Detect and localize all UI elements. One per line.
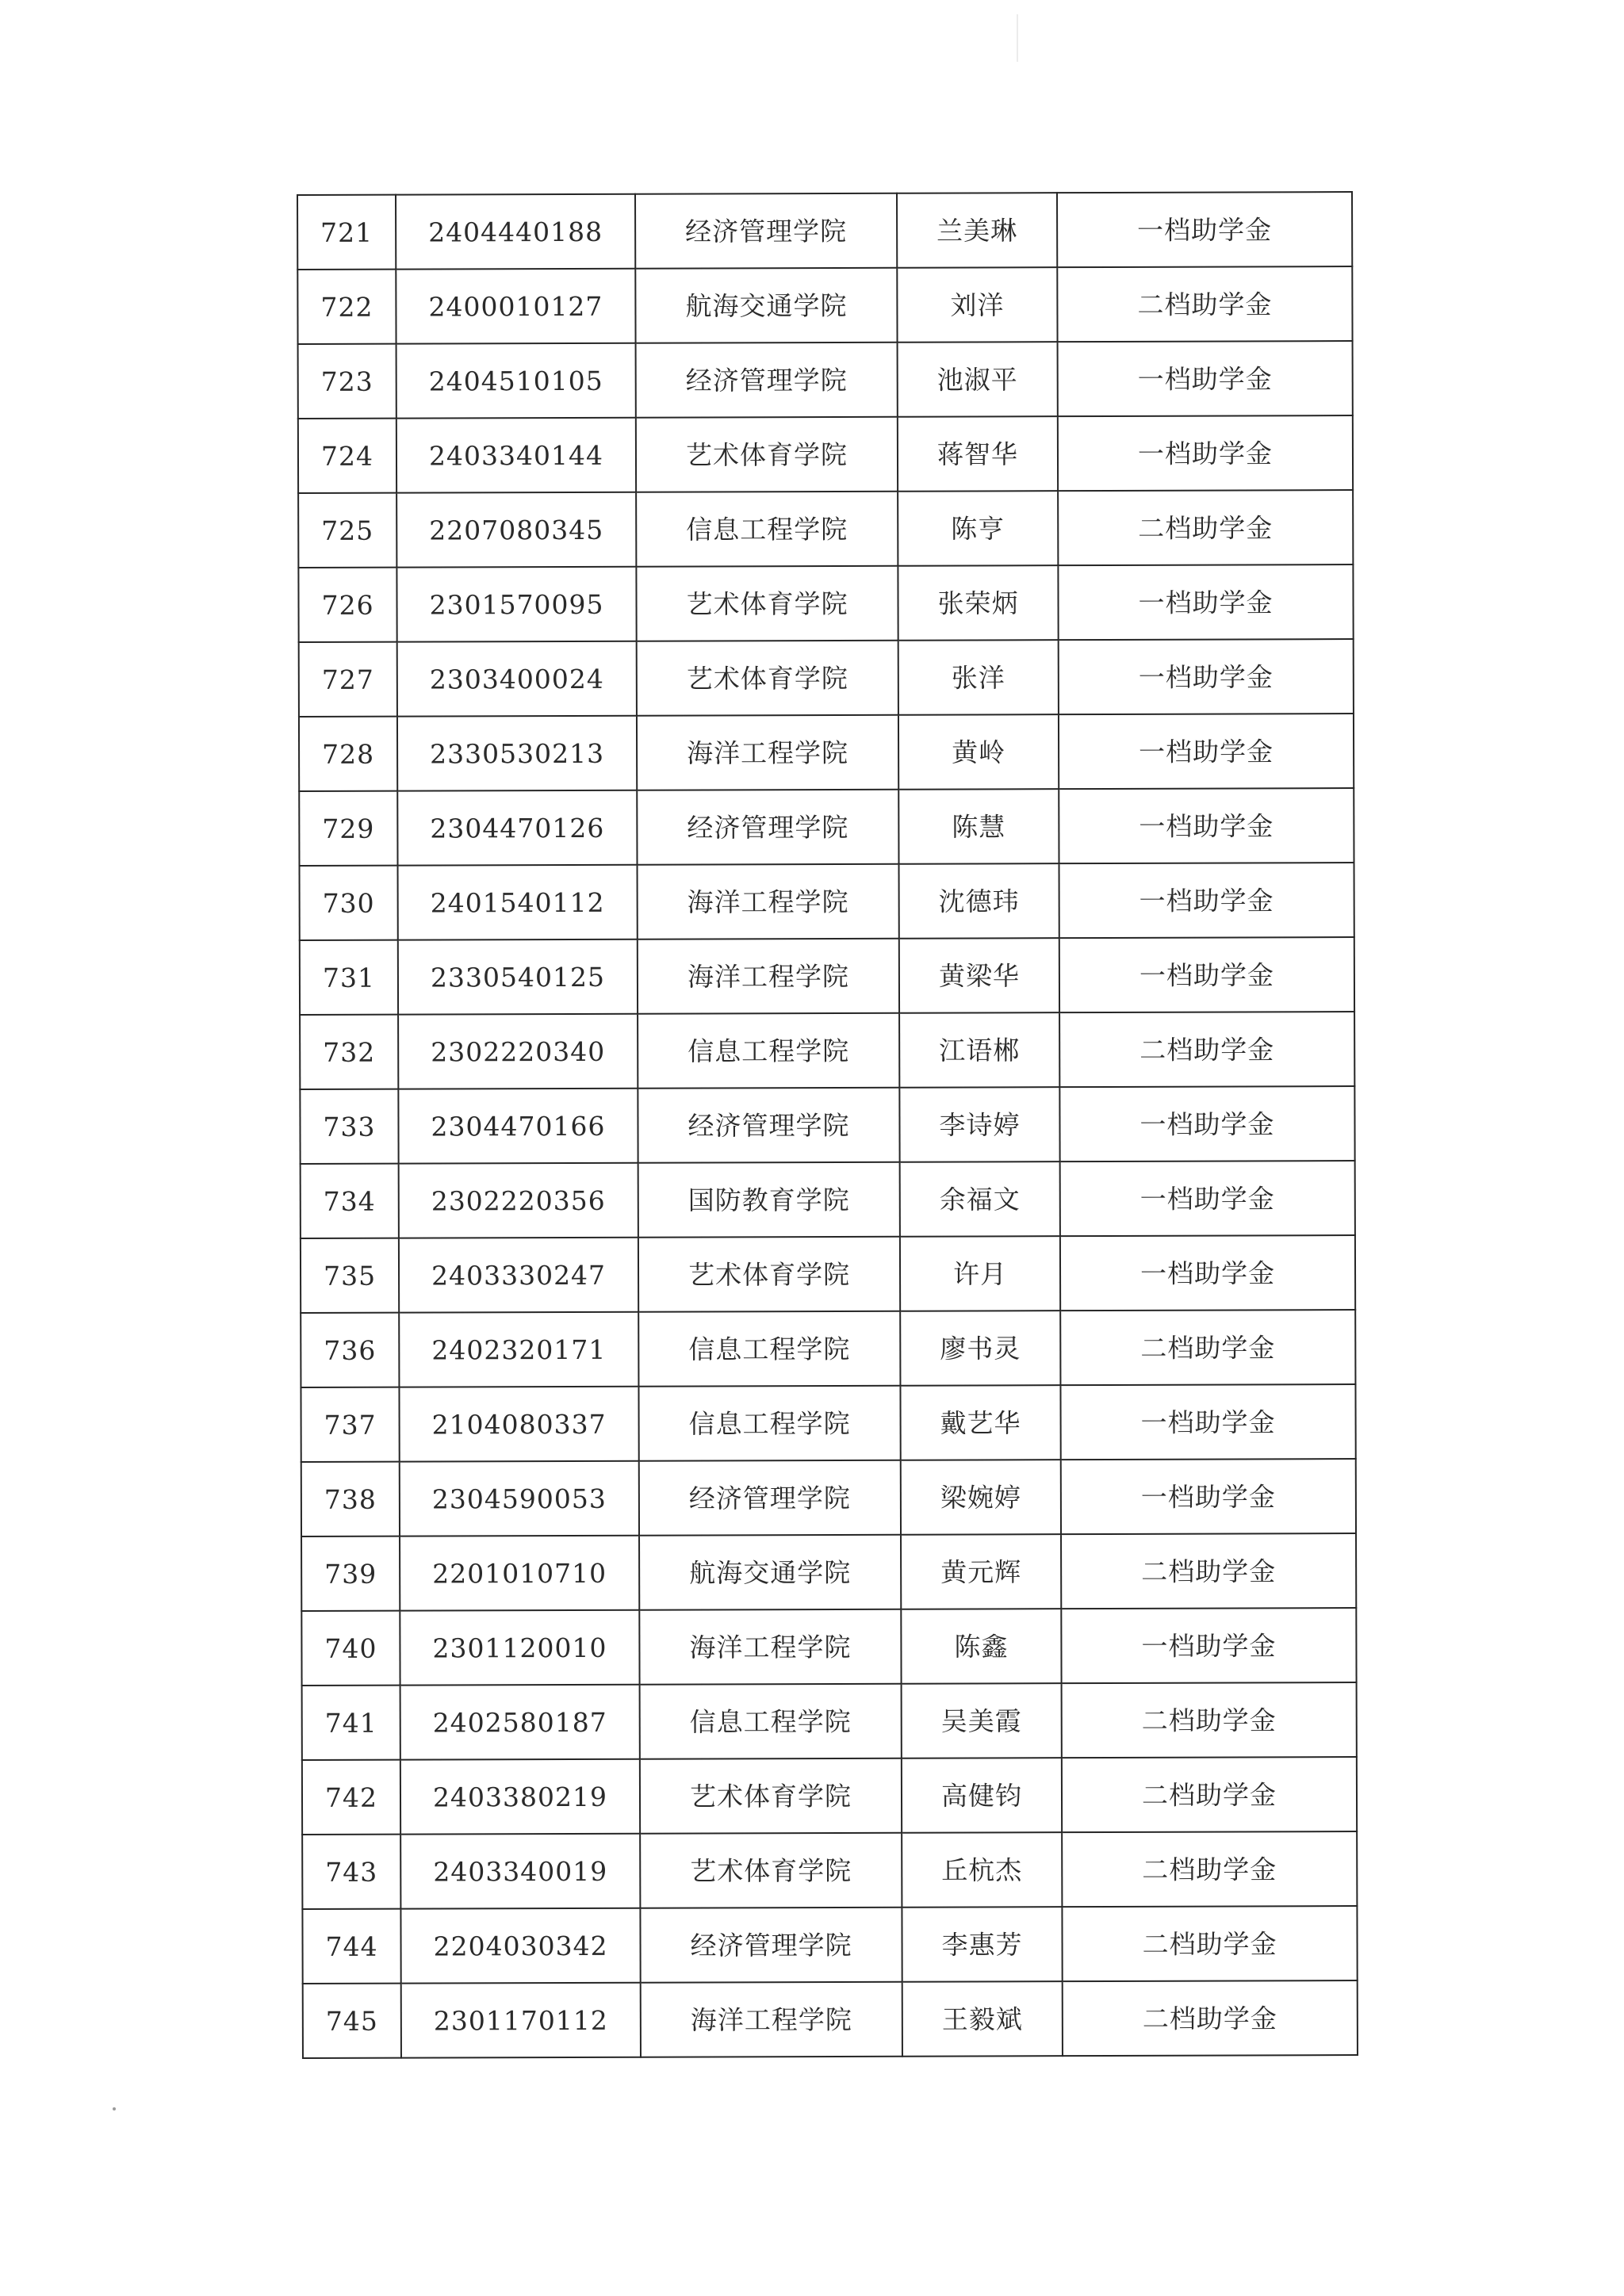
- cell-college-text: 经济管理学院: [690, 1929, 852, 1961]
- cell-grant-level: [1057, 266, 1352, 342]
- cell-student-id-text: 2204030342: [433, 1930, 608, 1961]
- cell-student-name: [898, 342, 1058, 417]
- cell-seq-text: 742: [324, 1781, 378, 1813]
- cell-student-name-text: 黄岭: [952, 736, 1006, 768]
- cell-college: [635, 193, 897, 269]
- cell-seq: [301, 1611, 400, 1686]
- cell-grant-level: [1062, 1757, 1357, 1832]
- cell-student-name: [898, 565, 1058, 641]
- cell-student-id-text: 2304590053: [431, 1483, 607, 1515]
- cell-seq-text: 737: [324, 1409, 377, 1441]
- cell-grant-level-text: 二档助学金: [1137, 288, 1273, 320]
- cell-seq-text: 741: [324, 1707, 377, 1739]
- cell-college: [637, 715, 898, 790]
- cell-college-text: 艺术体育学院: [688, 1258, 851, 1291]
- cell-student-id-text: 2302220356: [431, 1184, 606, 1217]
- table-row: [299, 788, 1354, 866]
- cell-seq: [302, 1686, 400, 1760]
- cell-grant-level: [1063, 1980, 1358, 2056]
- table-row: [301, 1533, 1356, 1611]
- cell-college-text: 艺术体育学院: [685, 438, 848, 471]
- cell-grant-level: [1060, 1384, 1355, 1460]
- cell-student-name-text: 陈慧: [952, 810, 1006, 843]
- cell-student-id-text: 2402580187: [432, 1706, 607, 1738]
- cell-college: [638, 1386, 900, 1461]
- table-row: [300, 937, 1354, 1015]
- table-row: [301, 1235, 1355, 1313]
- cell-student-id: [400, 1536, 639, 1611]
- cell-student-id: [396, 194, 635, 270]
- cell-grant-level-text: 二档助学金: [1138, 511, 1274, 544]
- cell-college-text: 信息工程学院: [688, 1035, 850, 1067]
- cell-seq: [301, 1536, 400, 1611]
- cell-seq-text: 739: [324, 1558, 377, 1590]
- cell-student-name-text: 李惠芳: [941, 1928, 1023, 1961]
- cell-seq: [301, 1387, 399, 1462]
- cell-college-text: 航海交通学院: [685, 289, 848, 322]
- cell-college: [641, 1982, 902, 2057]
- cell-seq: [300, 1015, 398, 1089]
- cell-grant-level: [1062, 1682, 1357, 1758]
- cell-student-name-text: 王毅斌: [941, 2003, 1023, 2035]
- cell-college: [638, 864, 899, 939]
- cell-grant-level: [1059, 1086, 1354, 1161]
- cell-college-text: 信息工程学院: [688, 1333, 851, 1365]
- cell-student-id-text: 2301570095: [429, 588, 604, 621]
- table-row: [298, 341, 1353, 419]
- cell-grant-level-text: 二档助学金: [1142, 1927, 1277, 1960]
- cell-grant-level-text: 一档助学金: [1139, 959, 1274, 991]
- cell-college-text: 艺术体育学院: [686, 662, 848, 695]
- cell-student-id: [400, 1834, 640, 1909]
- cell-student-id: [398, 939, 638, 1015]
- cell-student-name-text: 兰美琳: [936, 214, 1018, 247]
- cell-college: [639, 1609, 901, 1685]
- cell-grant-level: [1062, 1906, 1357, 1981]
- cell-student-id: [396, 343, 636, 419]
- cell-student-name-text: 刘洋: [950, 289, 1005, 321]
- cell-college: [637, 790, 898, 865]
- cell-student-name: [902, 1981, 1063, 2057]
- cell-seq-text: 726: [321, 589, 374, 621]
- cell-student-id-text: 2402320171: [431, 1334, 607, 1366]
- cell-seq-text: 723: [320, 365, 373, 397]
- cell-grant-level: [1061, 1459, 1356, 1534]
- cell-student-name: [898, 491, 1058, 566]
- cell-student-name-text: 池淑平: [936, 363, 1018, 396]
- cell-student-name: [899, 938, 1059, 1013]
- cell-seq: [301, 1238, 399, 1313]
- cell-student-name: [900, 1385, 1060, 1460]
- cell-seq-text: 738: [324, 1483, 377, 1515]
- cell-grant-level-text: 二档助学金: [1141, 1555, 1277, 1587]
- cell-student-name-text: 吴美霞: [940, 1705, 1022, 1737]
- cell-grant-level-text: 二档助学金: [1141, 1778, 1277, 1811]
- cell-grant-level: [1058, 415, 1353, 491]
- cell-student-id: [396, 269, 635, 344]
- table-row: [300, 1012, 1354, 1089]
- cell-student-name-text: 江语郴: [939, 1034, 1021, 1066]
- cell-grant-level: [1058, 490, 1353, 565]
- cell-seq-text: 735: [323, 1260, 377, 1292]
- cell-college-text: 海洋工程学院: [690, 2003, 852, 2036]
- cell-grant-level-text: 一档助学金: [1138, 660, 1274, 693]
- cell-grant-level-text: 一档助学金: [1140, 1480, 1276, 1513]
- cell-student-name-text: 陈鑫: [954, 1630, 1009, 1663]
- table-row: [301, 1608, 1356, 1686]
- cell-grant-level: [1058, 341, 1353, 416]
- table-row: [301, 1310, 1355, 1387]
- cell-grant-level: [1059, 714, 1354, 789]
- table-row: [301, 1161, 1355, 1238]
- cell-seq: [300, 1089, 398, 1164]
- cell-grant-level: [1060, 1310, 1355, 1385]
- cell-seq: [297, 195, 396, 270]
- cell-seq: [297, 270, 396, 344]
- cell-grant-level: [1061, 1608, 1356, 1683]
- cell-seq-text: 732: [323, 1036, 376, 1068]
- table-row: [298, 564, 1353, 642]
- table-row: [297, 192, 1352, 270]
- cell-student-name-text: 廖书灵: [940, 1332, 1021, 1364]
- table-row: [299, 714, 1354, 791]
- cell-student-id-text: 2301170112: [433, 2004, 608, 2036]
- cell-student-id-text: 2104080337: [431, 1408, 607, 1441]
- cell-student-name: [899, 1012, 1059, 1088]
- cell-student-id-text: 2303400024: [429, 663, 604, 695]
- cell-student-id: [399, 1238, 638, 1313]
- cell-grant-level-text: 一档助学金: [1139, 735, 1274, 767]
- cell-college: [638, 1013, 899, 1089]
- cell-grant-level: [1059, 863, 1354, 938]
- cell-grant-level-text: 一档助学金: [1139, 1257, 1276, 1289]
- cell-student-id: [399, 1163, 638, 1238]
- cell-seq: [303, 1984, 401, 2058]
- table-row: [302, 1682, 1357, 1760]
- table-row: [298, 490, 1353, 568]
- cell-college-text: 海洋工程学院: [687, 960, 849, 993]
- cell-college-text: 信息工程学院: [688, 1407, 851, 1440]
- cell-grant-level-text: 一档助学金: [1139, 1108, 1275, 1140]
- cell-seq: [302, 1909, 400, 1984]
- cell-student-name-text: 沈德玮: [938, 885, 1020, 917]
- cell-college-text: 经济管理学院: [687, 811, 849, 844]
- cell-seq-text: 730: [322, 887, 375, 919]
- table-row: [303, 1980, 1358, 2058]
- cell-student-id: [397, 790, 637, 866]
- cell-college: [638, 939, 899, 1014]
- cell-grant-level-text: 二档助学金: [1142, 2002, 1277, 2034]
- table-row: [302, 1757, 1357, 1835]
- cell-college: [639, 1535, 901, 1610]
- cell-student-name-text: 余福文: [939, 1183, 1021, 1215]
- cell-student-id-text: 2201010710: [432, 1557, 607, 1589]
- cell-college-text: 艺术体育学院: [686, 587, 848, 620]
- cell-grant-level: [1059, 788, 1354, 863]
- cell-student-id: [398, 1014, 638, 1089]
- cell-grant-level: [1058, 564, 1353, 640]
- cell-grant-level: [1062, 1831, 1357, 1907]
- cell-student-id-text: 2330530213: [430, 737, 605, 770]
- cell-college: [636, 492, 898, 567]
- table-row: [302, 1906, 1357, 1984]
- cell-student-name: [898, 789, 1059, 864]
- cell-student-id-text: 2403330247: [431, 1259, 607, 1292]
- cell-college: [640, 1908, 902, 1983]
- cell-student-name: [900, 1161, 1060, 1237]
- cell-student-id-text: 2404440188: [428, 216, 603, 248]
- cell-college: [635, 268, 897, 343]
- cell-student-name-text: 黄梁华: [938, 959, 1020, 992]
- cell-grant-level-text: 一档助学金: [1137, 213, 1273, 246]
- cell-student-id: [398, 865, 638, 940]
- cell-student-id: [401, 1983, 641, 2058]
- cell-college-text: 海洋工程学院: [687, 886, 849, 918]
- cell-grant-level: [1060, 1161, 1355, 1236]
- cell-grant-level: [1061, 1533, 1356, 1609]
- cell-student-id-text: 2401540112: [430, 886, 605, 919]
- cell-seq-text: 725: [321, 515, 374, 546]
- table-row: [298, 415, 1353, 493]
- cell-seq: [299, 791, 397, 866]
- table-row: [297, 266, 1352, 344]
- cell-college-text: 艺术体育学院: [690, 1854, 852, 1887]
- cell-seq: [300, 940, 398, 1015]
- cell-student-id-text: 2304470166: [431, 1110, 606, 1142]
- cell-seq: [298, 419, 396, 493]
- cell-student-id-text: 2403340144: [428, 439, 604, 472]
- cell-seq-text: 721: [320, 216, 373, 248]
- cell-student-id: [396, 418, 636, 493]
- cell-seq: [301, 1164, 399, 1238]
- cell-student-id-text: 2302220340: [431, 1035, 606, 1068]
- table-row: [300, 863, 1354, 940]
- cell-student-id: [397, 641, 637, 717]
- cell-student-id: [399, 1312, 638, 1387]
- cell-student-name-text: 梁婉婷: [940, 1481, 1021, 1513]
- cell-seq: [299, 642, 397, 717]
- cell-student-id: [396, 492, 636, 568]
- cell-grant-level-text: 一档助学金: [1139, 1182, 1275, 1215]
- cell-student-name-text: 丘杭杰: [941, 1854, 1023, 1886]
- cell-college-text: 信息工程学院: [686, 513, 848, 545]
- cell-grant-level-text: 二档助学金: [1139, 1033, 1275, 1066]
- cell-seq: [298, 493, 396, 568]
- cell-college: [638, 1162, 900, 1238]
- table-row: [301, 1459, 1356, 1536]
- cell-grant-level-text: 二档助学金: [1142, 1853, 1277, 1885]
- cell-seq-text: 743: [325, 1856, 378, 1888]
- cell-seq: [301, 1313, 399, 1387]
- cell-grant-level-text: 一档助学金: [1140, 1406, 1276, 1438]
- cell-student-id-text: 2404510105: [428, 365, 603, 397]
- cell-student-id: [396, 567, 636, 642]
- cell-seq-text: 744: [325, 1931, 378, 1962]
- cell-seq-text: 740: [324, 1632, 377, 1664]
- cell-grant-level: [1059, 937, 1354, 1012]
- cell-grant-level: [1059, 1012, 1354, 1087]
- cell-student-name: [900, 1311, 1060, 1386]
- cell-seq: [298, 568, 396, 642]
- table-row: [302, 1831, 1357, 1909]
- cell-student-id-text: 2301120010: [432, 1632, 607, 1663]
- cell-college-text: 艺术体育学院: [689, 1780, 852, 1812]
- cell-student-id-text: 2330540125: [430, 961, 605, 993]
- cell-student-id: [397, 716, 637, 791]
- cell-college: [638, 1088, 899, 1163]
- cell-student-id: [400, 1685, 640, 1760]
- cell-student-id: [400, 1908, 640, 1984]
- cell-seq-text: 728: [322, 738, 375, 770]
- cell-student-name-text: 黄元辉: [940, 1556, 1022, 1588]
- cell-grant-level-text: 一档助学金: [1139, 884, 1274, 916]
- cell-student-name-text: 李诗婷: [939, 1108, 1021, 1141]
- cell-student-name-text: 许月: [952, 1257, 1008, 1290]
- scan-artifact-dot: [113, 2107, 116, 2110]
- cell-college: [640, 1758, 902, 1834]
- cell-student-name-text: 张荣炳: [937, 587, 1019, 619]
- cell-seq-text: 736: [324, 1334, 377, 1366]
- cell-grant-level-text: 一档助学金: [1137, 362, 1273, 395]
- cell-student-id: [398, 1089, 638, 1164]
- table-body: [297, 192, 1358, 2058]
- cell-student-name: [901, 1609, 1061, 1684]
- cell-seq: [302, 1760, 400, 1835]
- cell-student-id: [400, 1759, 640, 1835]
- cell-seq: [300, 866, 398, 940]
- cell-student-name: [899, 863, 1059, 939]
- cell-grant-level-text: 一档助学金: [1141, 1629, 1277, 1662]
- cell-student-name: [901, 1460, 1061, 1535]
- cell-college-text: 经济管理学院: [688, 1482, 851, 1514]
- table-row: [299, 639, 1354, 717]
- cell-student-name: [902, 1758, 1062, 1833]
- cell-student-id-text: 2304470126: [430, 812, 605, 844]
- cell-college: [636, 417, 898, 492]
- cell-student-id-text: 2207080345: [429, 514, 604, 546]
- cell-seq: [298, 344, 396, 419]
- cell-college: [637, 641, 898, 716]
- cell-college: [640, 1684, 902, 1759]
- cell-college-text: 经济管理学院: [685, 364, 848, 396]
- cell-seq: [299, 717, 397, 791]
- cell-grant-level-text: 二档助学金: [1140, 1331, 1276, 1364]
- cell-seq: [302, 1835, 400, 1909]
- cell-student-name: [898, 640, 1059, 715]
- cell-college-text: 海洋工程学院: [689, 1631, 852, 1663]
- cell-student-id: [399, 1387, 638, 1462]
- cell-college-text: 海洋工程学院: [687, 737, 849, 769]
- cell-seq-text: 745: [325, 2005, 378, 2037]
- cell-seq: [301, 1462, 400, 1536]
- cell-student-name: [897, 193, 1057, 268]
- cell-college: [636, 566, 898, 641]
- cell-student-name-text: 张洋: [951, 661, 1005, 694]
- cell-student-id-text: 2403340019: [433, 1855, 608, 1887]
- table-row: [300, 1086, 1354, 1164]
- cell-grant-level: [1059, 639, 1354, 714]
- cell-student-name-text: 戴艺华: [940, 1406, 1021, 1439]
- cell-college-text: 航海交通学院: [689, 1556, 852, 1589]
- cell-student-id: [400, 1610, 639, 1686]
- cell-student-name: [898, 714, 1059, 790]
- cell-college: [638, 1311, 900, 1387]
- cell-student-name-text: 蒋智华: [936, 438, 1019, 470]
- cell-student-name: [901, 1534, 1061, 1609]
- cell-seq-text: 731: [322, 962, 375, 993]
- cell-grant-level-text: 一档助学金: [1139, 809, 1274, 842]
- cell-student-name-text: 高健钧: [940, 1779, 1023, 1812]
- cell-college: [639, 1460, 901, 1536]
- cell-student-name: [902, 1907, 1062, 1982]
- cell-college: [640, 1833, 902, 1908]
- cell-student-name: [902, 1683, 1062, 1758]
- grant-recipients-table: [297, 191, 1358, 2059]
- cell-seq-text: 733: [323, 1111, 376, 1142]
- cell-grant-level-text: 一档助学金: [1137, 437, 1274, 469]
- cell-college-text: 经济管理学院: [685, 215, 848, 247]
- cell-seq-text: 722: [320, 291, 373, 323]
- cell-student-id: [400, 1461, 639, 1536]
- cell-college-text: 信息工程学院: [689, 1705, 852, 1738]
- cell-student-id-text: 2400010127: [428, 290, 603, 323]
- cell-student-name: [897, 267, 1057, 342]
- cell-student-name: [902, 1832, 1062, 1908]
- cell-grant-level-text: 二档助学金: [1141, 1704, 1277, 1736]
- cell-seq-text: 729: [322, 813, 375, 844]
- cell-student-name-text: 陈亨: [951, 512, 1005, 545]
- cell-college-text: 经济管理学院: [688, 1109, 850, 1142]
- cell-grant-level-text: 一档助学金: [1138, 586, 1274, 618]
- cell-seq-text: 734: [323, 1185, 376, 1217]
- cell-grant-level: [1057, 192, 1352, 267]
- cell-seq-text: 724: [320, 440, 374, 472]
- cell-student-name: [898, 416, 1058, 492]
- cell-student-id-text: 2403380219: [432, 1781, 608, 1812]
- cell-grant-level: [1060, 1235, 1355, 1311]
- cell-seq-text: 727: [321, 664, 374, 695]
- cell-student-name: [900, 1236, 1060, 1311]
- cell-college-text: 国防教育学院: [688, 1184, 850, 1216]
- scan-artifact-line: [1017, 14, 1018, 62]
- table-row: [301, 1384, 1355, 1462]
- cell-college: [638, 1237, 900, 1312]
- cell-college: [636, 342, 898, 418]
- cell-student-name: [899, 1087, 1059, 1162]
